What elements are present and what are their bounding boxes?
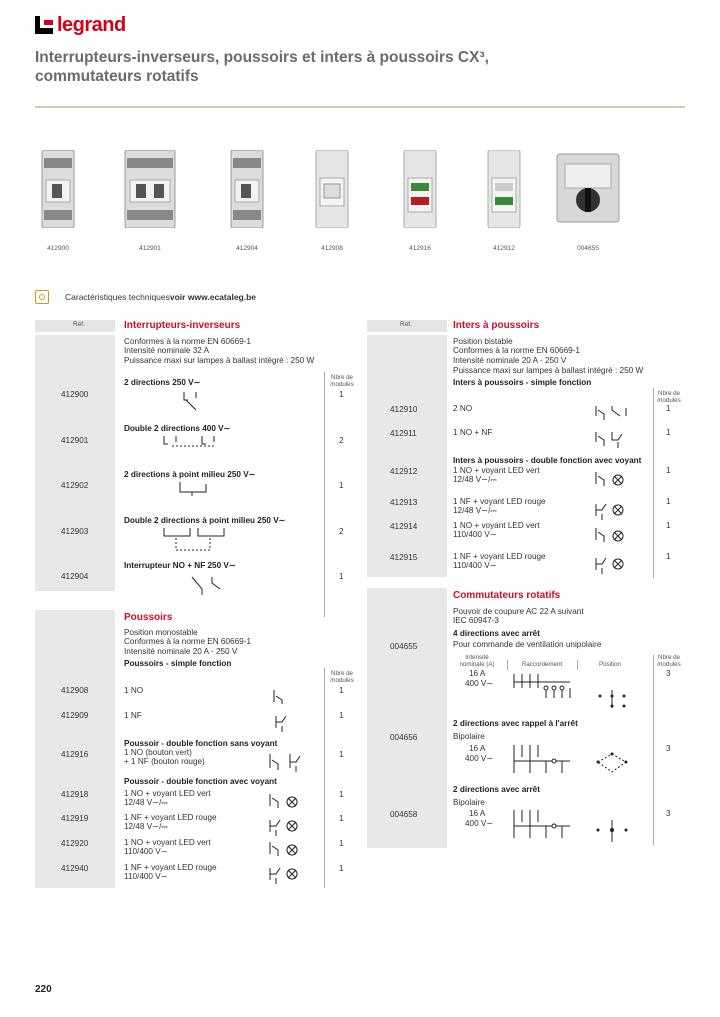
- product-412900: 412900: [38, 150, 78, 252]
- intensity-header: Intensité nominale (A): [459, 654, 495, 668]
- switch-double-2-directions-icon: [158, 434, 248, 456]
- website-link[interactable]: voir www.ecataleg.be: [169, 292, 257, 302]
- rotary-2-positions-icon: [592, 818, 632, 844]
- pushbutton-nf-icon: [272, 712, 294, 734]
- inter-2-no-icon: [592, 402, 632, 424]
- pushbutton-image: [484, 150, 524, 228]
- inter-led-icon: [592, 526, 628, 548]
- breaker-image: [38, 150, 78, 228]
- rotary-4-positions-icon: [592, 686, 632, 712]
- section-title-inters-a-poussoirs: Inters à poussoirs: [453, 320, 540, 331]
- page-number: 220: [35, 984, 52, 995]
- page-title: Interrupteurs-inverseurs, poussoirs et inters à poussoirs CX³, commutateurs rotatifs: [35, 49, 489, 85]
- pushbutton-double-icon: [266, 752, 306, 774]
- section-title-poussoirs: Poussoirs: [124, 612, 173, 623]
- legrand-logo-icon: [35, 16, 53, 34]
- rotary-2-directions-arret-wiring-icon: [510, 808, 576, 844]
- ref-column: [367, 335, 447, 577]
- section-title-interrupteurs-inverseurs: Interrupteurs-inverseurs: [124, 320, 241, 331]
- pushbutton-image: [312, 150, 352, 228]
- switch-point-milieu-icon: [176, 480, 216, 498]
- product-412912: 412912: [484, 150, 524, 252]
- nbre-modules-header: Nbre de modules: [657, 654, 681, 668]
- technical-info-line: Caractéristiques techniques voir www.ecataleg.be: [35, 290, 256, 304]
- position-header: Position: [598, 661, 621, 668]
- switch-no-nf-icon: [188, 575, 228, 597]
- switch-double-point-milieu-icon: [160, 524, 250, 554]
- breaker-image: [227, 150, 267, 228]
- product-412901: 412901: [122, 150, 178, 252]
- title-divider: [35, 106, 685, 108]
- pushbutton-no-icon: [270, 688, 292, 708]
- pushbutton-led-icon: [266, 816, 302, 838]
- legrand-logo: [35, 14, 126, 36]
- breaker-image: [122, 150, 178, 228]
- product-412916: 412916: [400, 150, 440, 252]
- switch-2-directions-icon: [178, 390, 214, 414]
- nbre-modules-header: Nbre de modules: [330, 374, 354, 388]
- inter-led-icon: [592, 554, 628, 576]
- nbre-modules-header: Nbre de modules: [657, 390, 681, 404]
- section-title-commutateurs-rotatifs: Commutateurs rotatifs: [453, 590, 561, 601]
- pushbutton-led-icon: [266, 864, 302, 886]
- nbre-modules-header: Nbre de modules: [330, 670, 354, 684]
- ref-column: [35, 335, 115, 591]
- brand-name: legrand: [57, 13, 126, 36]
- rotary-switch-image: [553, 150, 623, 228]
- product-412904: 412904: [227, 150, 267, 252]
- raccordement-header: Raccordement: [521, 661, 563, 668]
- rotary-3-positions-icon: [592, 750, 632, 776]
- pushbutton-image: [400, 150, 440, 228]
- rotary-2-directions-wiring-icon: [510, 743, 576, 779]
- pushbutton-led-icon: [266, 792, 302, 814]
- info-link-icon: [35, 290, 49, 304]
- ref-column: [35, 630, 115, 888]
- rotary-4-directions-wiring-icon: [510, 668, 576, 712]
- product-412908: 412908: [312, 150, 352, 252]
- pushbutton-led-icon: [266, 840, 302, 862]
- inter-led-icon: [592, 500, 628, 522]
- inter-led-icon: [592, 470, 628, 492]
- inter-no-nf-icon: [592, 428, 632, 450]
- product-004655: 004655: [553, 150, 623, 252]
